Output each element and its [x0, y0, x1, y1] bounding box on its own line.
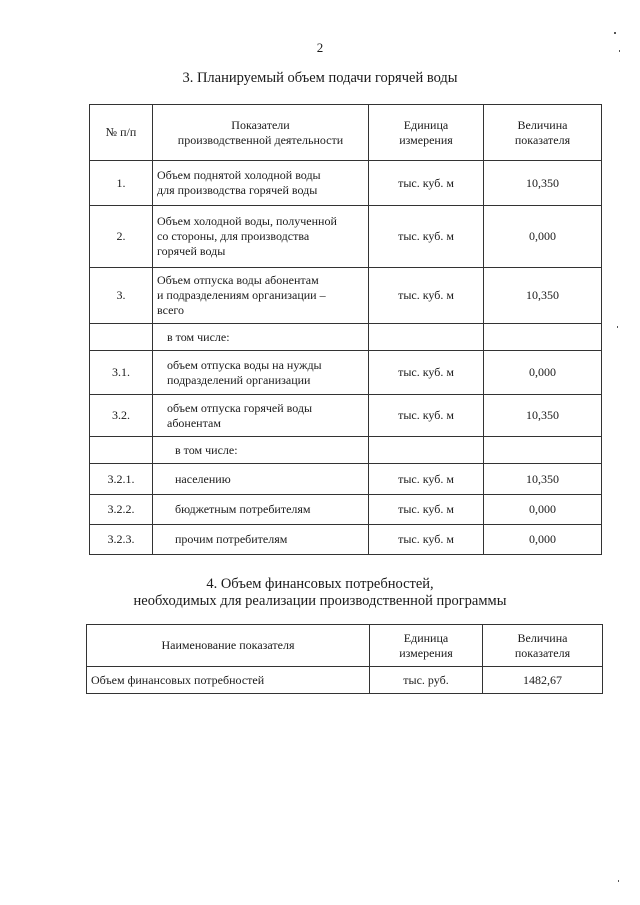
- table-row: [90, 495, 602, 525]
- row-num: [90, 324, 153, 351]
- header-unit-line1: Единица: [403, 117, 449, 132]
- header-unit: [370, 625, 483, 667]
- row-value: 10,350: [484, 395, 602, 437]
- header-unit-line2: измерения: [399, 132, 453, 147]
- header-unit-line2: измерения: [399, 645, 453, 660]
- row-indicator: [153, 395, 369, 437]
- page-number: 2: [316, 40, 324, 55]
- row-unit: [369, 437, 484, 464]
- header-indicator-line1: Показатели: [231, 117, 290, 132]
- table-row: [90, 324, 602, 351]
- row-value: 0,000: [484, 351, 602, 395]
- row-indicator-line: и подразделениям организации –: [157, 288, 326, 302]
- row-unit: [369, 324, 484, 351]
- financial-needs-table: [86, 624, 603, 694]
- row-indicator: в том числе:: [153, 324, 369, 351]
- water-supply-table: [89, 104, 602, 555]
- row-num: 3.2.3.: [90, 525, 153, 555]
- row-unit: тыс. куб. м: [369, 351, 484, 395]
- table-row: [90, 268, 602, 324]
- scan-speck: [619, 50, 620, 52]
- header-value-line1: Величина: [517, 117, 568, 132]
- header-num: № п/п: [90, 105, 153, 161]
- row-indicator: населению: [153, 464, 369, 495]
- row-indicator-line: со стороны, для производства: [157, 229, 310, 243]
- row-indicator-line: абонентам: [167, 415, 221, 430]
- table-row: [90, 464, 602, 495]
- row-indicator-line: Объем отпуска воды абонентам: [157, 273, 319, 287]
- header-name: Наименование показателя: [87, 625, 370, 667]
- row-num: [90, 437, 153, 464]
- row-value: [484, 324, 602, 351]
- row-indicator-line: всего: [157, 303, 185, 317]
- row-num: 2.: [90, 206, 153, 268]
- row-value: [484, 437, 602, 464]
- table-row: [90, 525, 602, 555]
- section-3-title: 3. Планируемый объем подачи горячей воды: [182, 70, 458, 86]
- row-unit: тыс. руб.: [370, 667, 483, 694]
- row-unit: тыс. куб. м: [369, 161, 484, 206]
- table-row: [90, 206, 602, 268]
- row-value: 1482,67: [483, 667, 603, 694]
- row-name: Объем финансовых потребностей: [87, 667, 370, 694]
- row-unit: тыс. куб. м: [369, 495, 484, 525]
- row-indicator: прочим потребителям: [153, 525, 369, 555]
- table-row: [90, 395, 602, 437]
- table-header-row: [90, 105, 602, 161]
- row-unit: тыс. куб. м: [369, 395, 484, 437]
- scan-speck: [617, 326, 618, 328]
- row-indicator: [153, 161, 369, 206]
- row-indicator-line: Объем поднятой холодной воды: [157, 168, 321, 182]
- row-indicator-line: объем отпуска воды на нужды: [167, 357, 322, 372]
- row-unit: тыс. куб. м: [369, 464, 484, 495]
- row-indicator-line: подразделений организации: [167, 372, 311, 387]
- row-indicator: [153, 351, 369, 395]
- row-value: 0,000: [484, 525, 602, 555]
- table-row: [90, 351, 602, 395]
- row-value: 10,350: [484, 268, 602, 324]
- row-num: 1.: [90, 161, 153, 206]
- section-4-title-line2: необходимых для реализации производственной программы: [133, 593, 507, 609]
- header-value: [483, 625, 603, 667]
- row-indicator: [153, 268, 369, 324]
- row-indicator-line: Объем холодной воды, полученной: [157, 214, 337, 228]
- row-unit: тыс. куб. м: [369, 268, 484, 324]
- row-unit: тыс. куб. м: [369, 525, 484, 555]
- row-value: 0,000: [484, 495, 602, 525]
- section-4-title-line1: 4. Объем финансовых потребностей,: [206, 576, 434, 592]
- table-row: [87, 667, 603, 694]
- scan-speck: [614, 32, 616, 34]
- row-num: 3.2.: [90, 395, 153, 437]
- table-row: [90, 161, 602, 206]
- row-indicator-line: горячей воды: [157, 244, 226, 258]
- row-value: 10,350: [484, 161, 602, 206]
- row-num: 3.2.1.: [90, 464, 153, 495]
- row-indicator-line: для производства горячей воды: [157, 183, 318, 197]
- header-unit: [369, 105, 484, 161]
- header-value-line1: Величина: [517, 630, 568, 645]
- scan-speck: [618, 880, 619, 882]
- section-4-title: [0, 576, 640, 610]
- header-indicator: [153, 105, 369, 161]
- row-indicator: в том числе:: [153, 437, 369, 464]
- header-value-line2: показателя: [514, 645, 571, 660]
- header-value: [484, 105, 602, 161]
- header-unit-line1: Единица: [403, 630, 449, 645]
- table-row: [90, 437, 602, 464]
- row-value: 10,350: [484, 464, 602, 495]
- row-num: 3.: [90, 268, 153, 324]
- row-indicator-line: объем отпуска горячей воды: [167, 400, 313, 415]
- table-header-row: [87, 625, 603, 667]
- row-indicator: [153, 206, 369, 268]
- row-value: 0,000: [484, 206, 602, 268]
- row-num: 3.1.: [90, 351, 153, 395]
- header-value-line2: показателя: [514, 132, 571, 147]
- row-unit: тыс. куб. м: [369, 206, 484, 268]
- header-indicator-line2: производственной деятельности: [177, 132, 344, 147]
- row-indicator: бюджетным потребителям: [153, 495, 369, 525]
- row-num: 3.2.2.: [90, 495, 153, 525]
